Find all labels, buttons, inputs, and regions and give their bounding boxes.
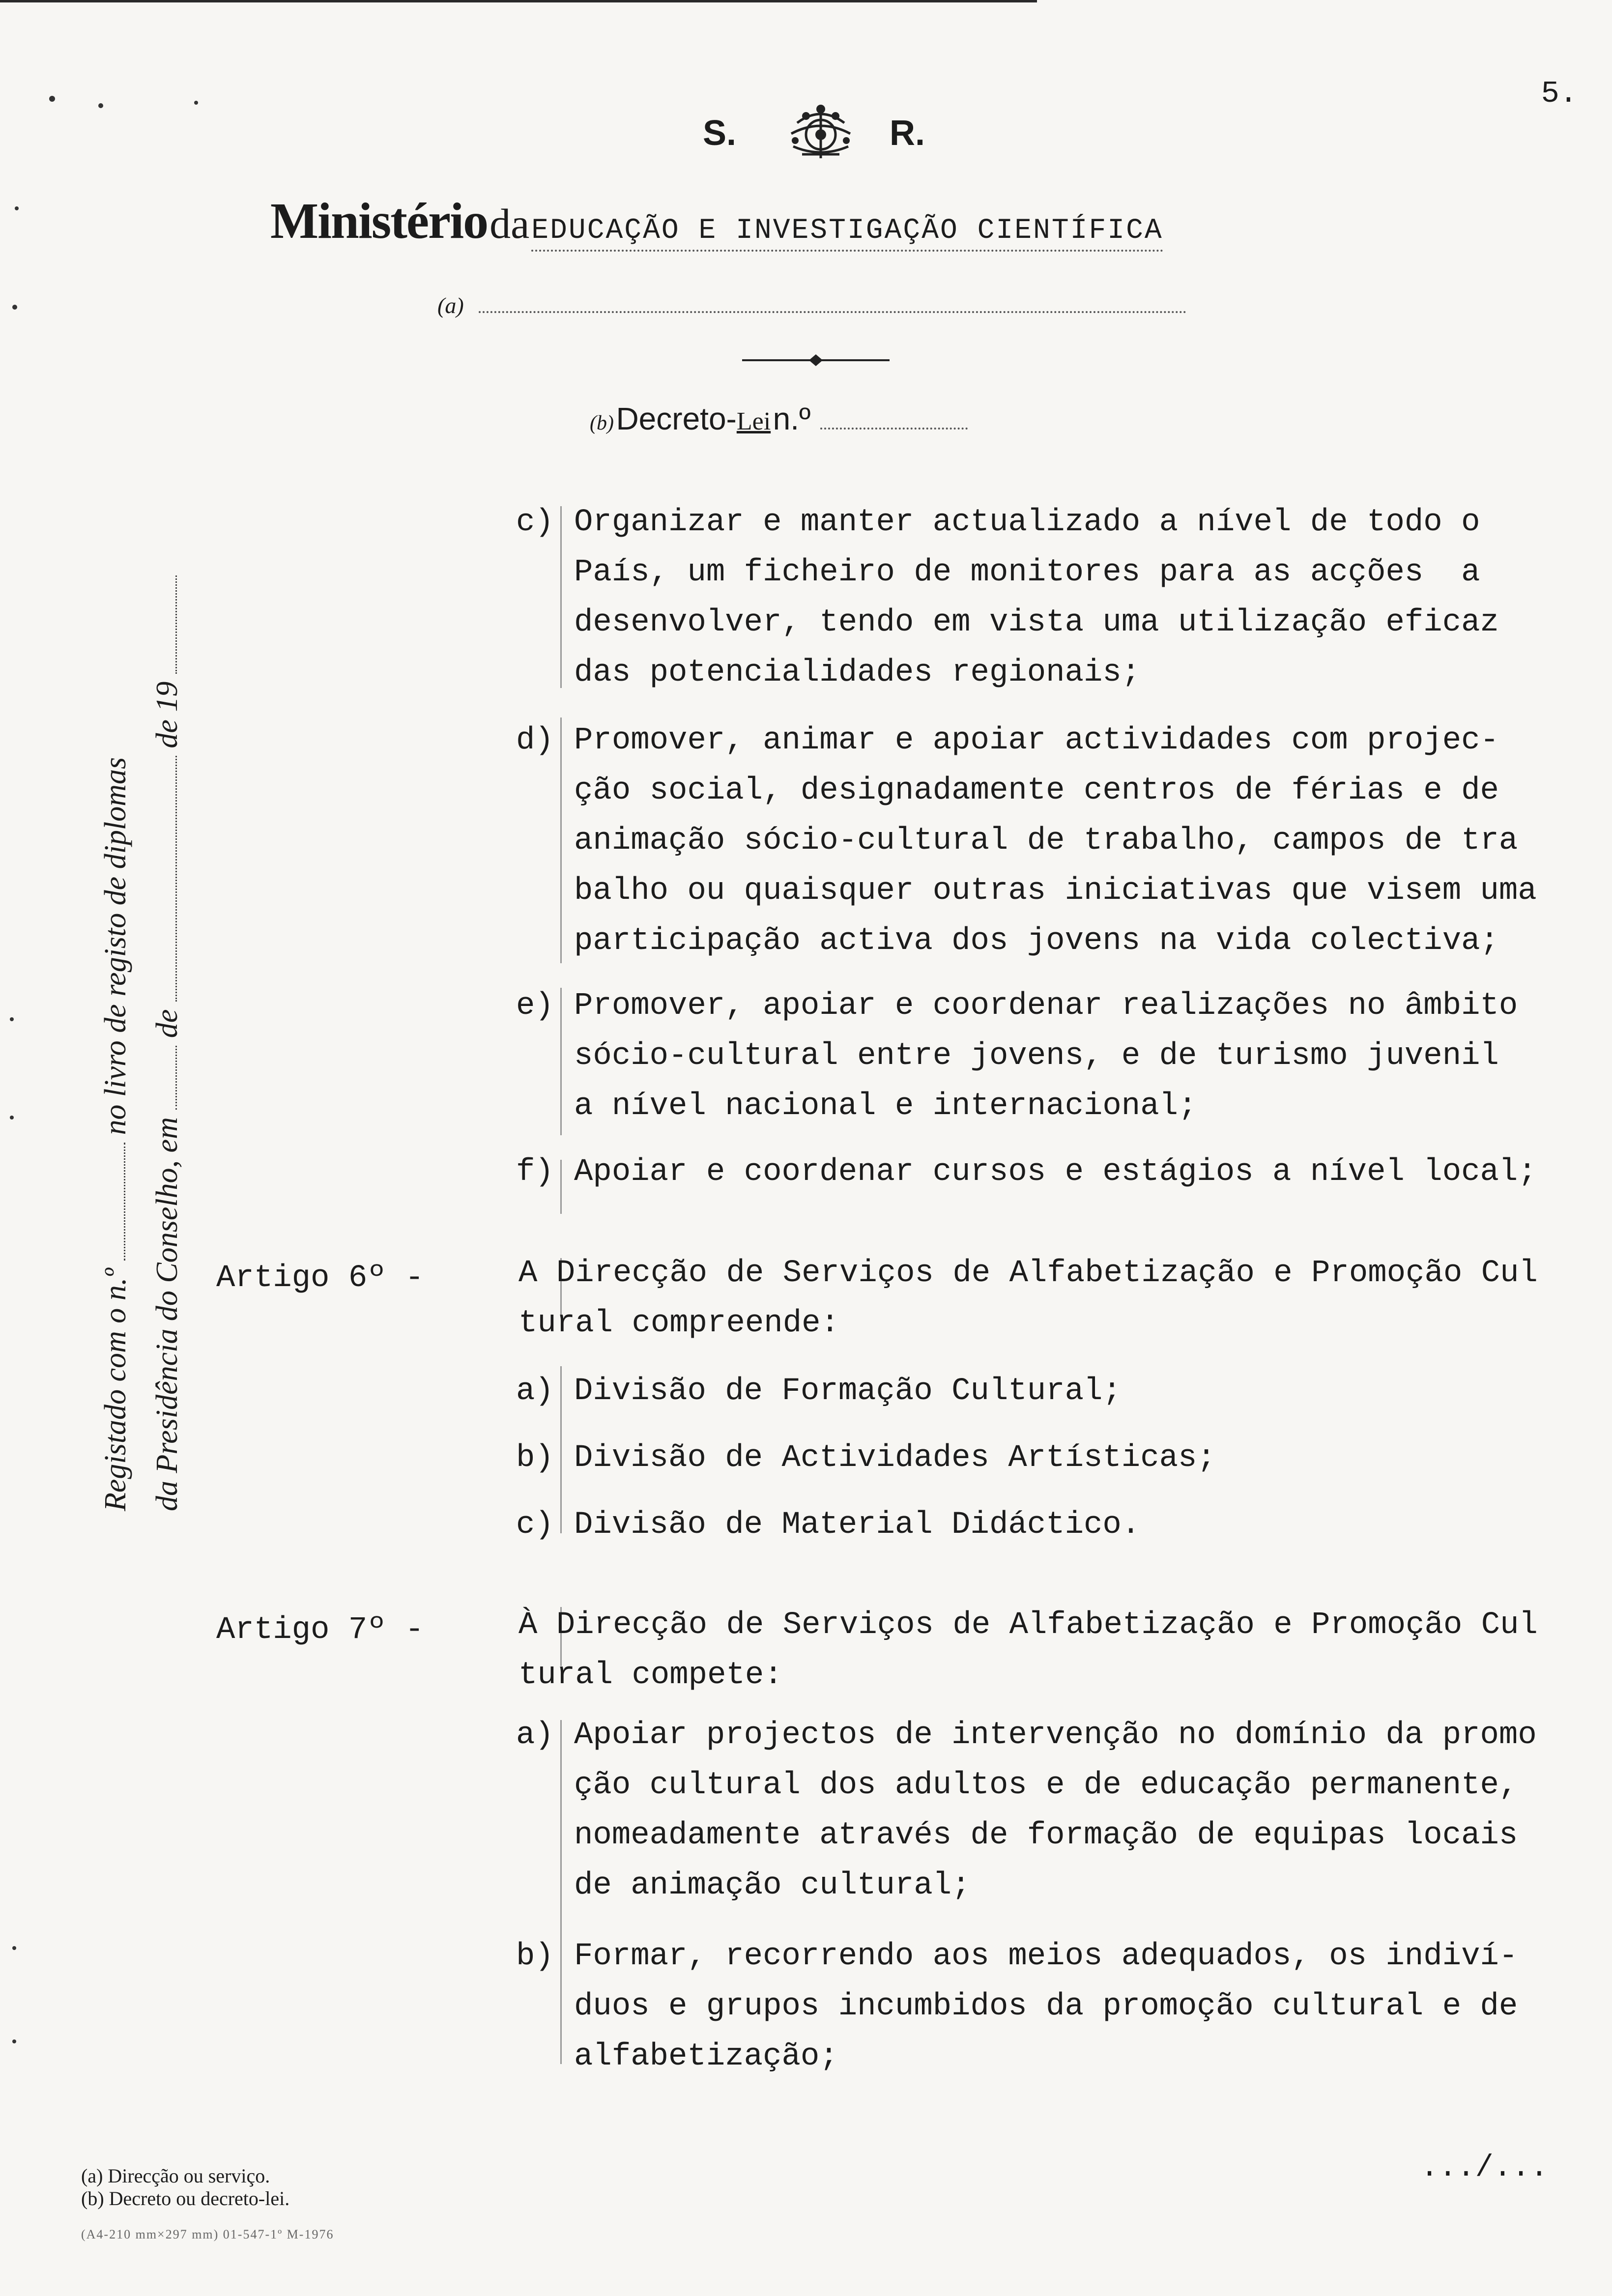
- decree-number-label: n.º: [773, 401, 811, 436]
- page-number: 5.: [1541, 76, 1578, 111]
- text-line: balho ou quaisquer outras iniciativas que visem uma: [574, 873, 1537, 909]
- decree-label: Decreto-: [616, 401, 737, 436]
- article-6-intro: [518, 1248, 1600, 1349]
- text-line: ção cultural dos adultos e de educação permanente,: [574, 1768, 1518, 1803]
- margin-note-blank: [124, 1143, 125, 1261]
- margin-note-blank: [175, 756, 177, 1002]
- article-7-label: Artigo 7º -: [216, 1612, 424, 1648]
- article-7-item-a-text: [574, 1710, 1591, 1911]
- text-line: Promover, apoiar e coordenar realizações no âmbito: [574, 988, 1518, 1024]
- article-6-item-b-text: Divisão de Actividades Artísticas;: [574, 1440, 1216, 1476]
- text-line: Organizar e manter actualizado a nível de todo o: [574, 505, 1480, 540]
- article-6-item-b-marker: b): [516, 1440, 554, 1476]
- article-6-item-c-text: Divisão de Material Didáctico.: [574, 1507, 1141, 1543]
- diamond-separator: [742, 353, 890, 368]
- top-rule: [0, 0, 1037, 2]
- scan-speck: [12, 1946, 16, 1950]
- text-line: Apoiar e coordenar cursos e estágios a nível local;: [574, 1154, 1537, 1190]
- article-6-item-a-marker: a): [516, 1374, 554, 1409]
- ministry-connector: da: [489, 200, 530, 247]
- field-b-label: (b): [590, 412, 614, 434]
- scan-speck: [98, 103, 103, 108]
- text-line: alfabetização;: [574, 2039, 838, 2074]
- scan-speck: [49, 96, 55, 102]
- decree-line: [590, 401, 968, 437]
- margin-note-line2-a: da Presidência do Conselho, em: [150, 1117, 184, 1511]
- article-7-item-a-marker: a): [516, 1718, 554, 1753]
- item-f-marker: f): [516, 1154, 554, 1190]
- footnote-a: (a) Direcção ou serviço.: [81, 2165, 270, 2187]
- scan-speck: [12, 2039, 16, 2043]
- item-d-text: [574, 716, 1591, 966]
- footnote-b: (b) Decreto ou decreto-lei.: [81, 2187, 290, 2210]
- text-line: A Direcção de Serviços de Alfabetização e Promoção Cul: [518, 1256, 1538, 1291]
- footnotes: [81, 2165, 289, 2210]
- text-line: animação sócio-cultural de trabalho, campos de tra: [574, 823, 1518, 859]
- decree-number-blank: [820, 428, 968, 430]
- ministry-heading: [270, 192, 1163, 250]
- text-line: nomeadamente através de formação de equipas locais: [574, 1818, 1518, 1853]
- item-d-marker: d): [516, 723, 554, 758]
- scan-speck: [10, 1116, 14, 1119]
- coat-of-arms-icon: [772, 103, 870, 167]
- text-line: À Direcção de Serviços de Alfabetização e Promoção Cul: [518, 1607, 1538, 1643]
- emblem-left-letter: S.: [703, 114, 737, 153]
- article-6-item-c-marker: c): [516, 1507, 554, 1543]
- text-line: duos e grupos incumbidos da promoção cultural e de: [574, 1989, 1518, 2024]
- text-line: desenvolver, tendo em vista uma utilização eficaz: [574, 605, 1499, 640]
- header-emblem: [703, 103, 958, 167]
- emblem-right-letter: R.: [890, 114, 925, 153]
- print-code: (A4-210 mm×297 mm) 01-547-1º M-1976: [81, 2227, 334, 2241]
- text-line: País, um ficheiro de monitores para as acções a: [574, 555, 1480, 590]
- text-line: Apoiar projectos de intervenção no domínio da promo: [574, 1718, 1537, 1753]
- scan-speck: [10, 1017, 14, 1021]
- scan-speck: [194, 101, 198, 105]
- article-7-intro: [518, 1600, 1600, 1700]
- item-e-text: [574, 981, 1591, 1131]
- margin-note-line1-a: Registado com o n.º: [99, 1268, 132, 1511]
- margin-note-line1-b: no livro de registo de diplomas: [99, 757, 132, 1135]
- margin-bar: [560, 1720, 562, 2064]
- text-line: Promover, animar e apoiar actividades com projec-: [574, 723, 1499, 758]
- margin-note-blank: [175, 1046, 177, 1110]
- text-line: tural compete:: [518, 1658, 783, 1693]
- text-line: Formar, recorrendo aos meios adequados, os indiví-: [574, 1939, 1518, 1974]
- article-7-item-b-marker: b): [516, 1939, 554, 1974]
- registration-margin-note: [98, 577, 246, 1511]
- text-line: sócio-cultural entre jovens, e de turismo juvenil: [574, 1038, 1499, 1074]
- item-c-text: [574, 497, 1591, 698]
- ministry-department: EDUCAÇÃO E INVESTIGAÇÃO CIENTÍFICA: [531, 215, 1163, 252]
- text-line: ção social, designadamente centros de férias e de: [574, 773, 1499, 808]
- text-line: das potencialidades regionais;: [574, 655, 1141, 690]
- margin-note-line2-b: de: [150, 1009, 184, 1038]
- text-line: de animação cultural;: [574, 1868, 971, 1903]
- scan-speck: [15, 206, 19, 210]
- continuation-mark: .../...: [1420, 2150, 1549, 2185]
- text-line: tural compreende:: [518, 1306, 839, 1341]
- article-7-item-b-text: [574, 1931, 1591, 2082]
- scan-speck: [12, 305, 17, 310]
- article-6-item-a-text: Divisão de Formação Cultural;: [574, 1374, 1122, 1409]
- text-line: a nível nacional e internacional;: [574, 1089, 1197, 1124]
- field-a-label: (a): [437, 293, 464, 318]
- ministry-prefix: Ministério: [270, 193, 488, 249]
- item-e-marker: e): [516, 988, 554, 1024]
- item-c-marker: c): [516, 505, 554, 540]
- margin-note-blank: [175, 575, 177, 674]
- field-a-blank: [479, 311, 1186, 313]
- item-f-text: [574, 1147, 1591, 1197]
- decree-handwritten: Lei: [736, 407, 771, 435]
- article-6-label: Artigo 6º -: [216, 1261, 424, 1296]
- margin-note-line2-c: de 19: [150, 681, 184, 748]
- text-line: participação activa dos jovens na vida colectiva;: [574, 923, 1499, 959]
- field-a-line: [437, 292, 1186, 318]
